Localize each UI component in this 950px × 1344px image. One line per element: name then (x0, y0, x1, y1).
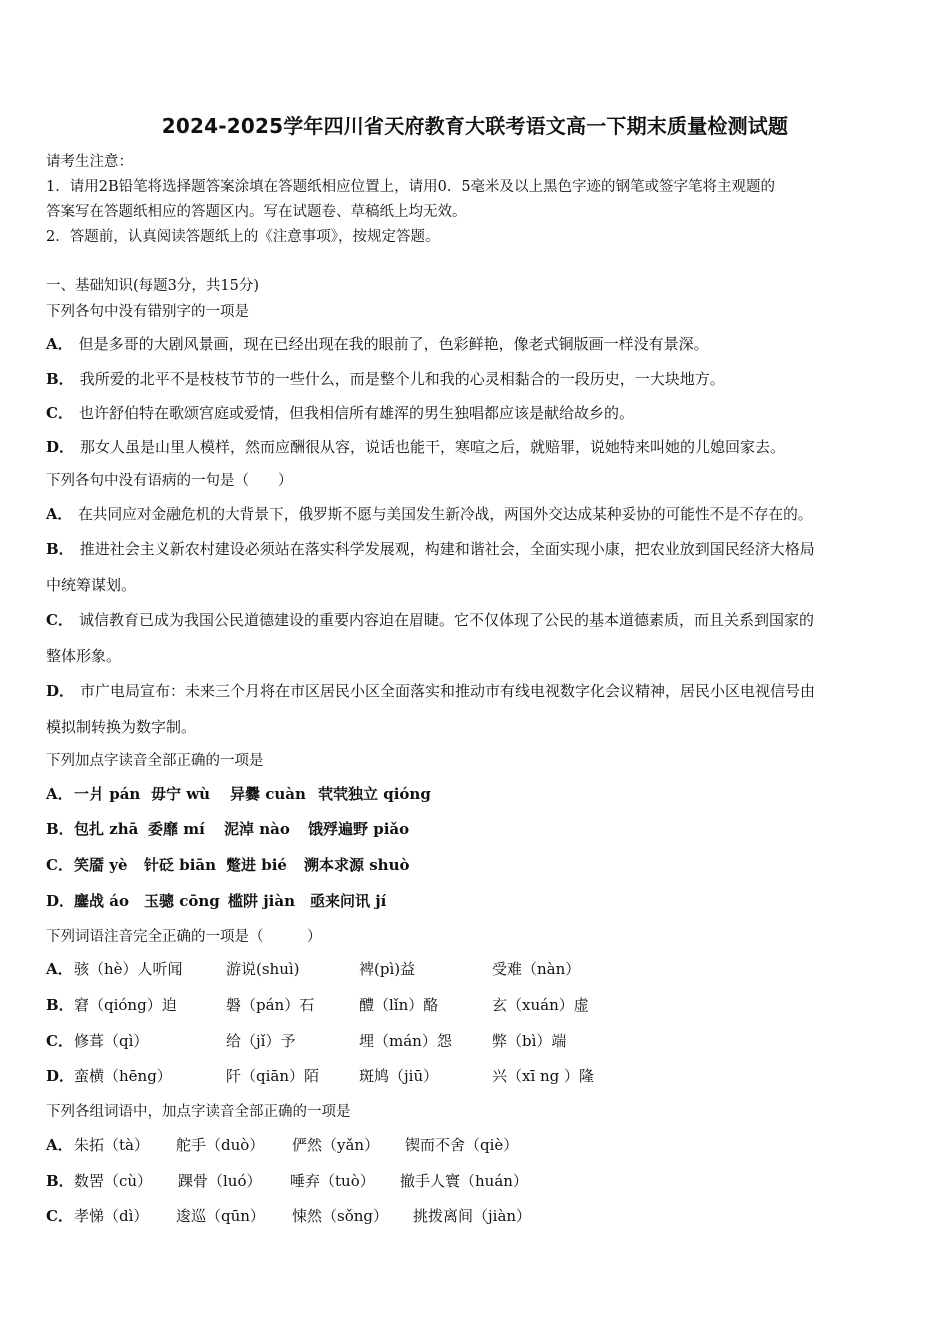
option-item: 泥淖 nào (224, 820, 290, 838)
q5-stem: 下列各组词语中，加点字读音全部正确的一项是 (46, 1104, 351, 1120)
option-item: 磐（pán）石 (226, 996, 315, 1014)
option-item: 悚然（sǒng） (292, 1207, 388, 1225)
option-label: C． (46, 1207, 73, 1225)
option-item: 玉骢 cōng (144, 892, 220, 910)
option-item: 给（jǐ）予 (226, 1032, 296, 1050)
option-item: 锲而不舍（qiè） (405, 1136, 519, 1154)
q2-option-d (46, 681, 815, 701)
q1-stem: 下列各句中没有错别字的一项是 (46, 304, 249, 320)
q4-option-c (46, 1031, 926, 1051)
option-item: 针砭 biān (144, 856, 217, 874)
q1-option-c (46, 403, 634, 423)
option-item: 骇（hè）人听闻 (74, 960, 183, 978)
q5-option-c (46, 1206, 926, 1226)
option-label: B． (46, 996, 74, 1014)
option-text: 推进社会主义新农村建设必须站在落实科学发展观，构建和谐社会，全面实现小康，把农业放到国民经济大格局 (79, 540, 815, 558)
option-text: 诚信教育已成为我国公民道德建设的重要内容迫在眉睫。它不仅体现了公民的基本道德素质，而且关系到国家的 (78, 611, 814, 629)
option-item: 埋（mán）怨 (359, 1032, 452, 1050)
option-item: 阡（qiān）陌 (226, 1067, 320, 1085)
option-item: 亟来问讯 jí (310, 892, 387, 910)
option-item: 兴（xī ng ）隆 (492, 1067, 595, 1085)
q2-option-c (46, 610, 814, 630)
option-item: 玄（xuán）虚 (492, 996, 589, 1014)
option-item: 蹩进 bié (226, 856, 287, 874)
option-item: 鏖战 áo (74, 892, 129, 910)
q3-option-c (46, 855, 926, 875)
option-label: A． (46, 785, 73, 803)
option-item: 蛮横（hēng） (74, 1067, 172, 1085)
option-item: 醴（lǐn）酪 (359, 996, 439, 1014)
option-item: 饿殍遍野 piǎo (308, 820, 410, 838)
option-text: 市广电局宣布：未来三个月将在市区居民小区全面落实和推动市有线电视数字化会议精神，居民小区电视信号由 (80, 682, 816, 700)
q2-option-b (46, 539, 815, 559)
option-item: 茕茕独立 qióng (318, 785, 431, 803)
page-title: 2024-2025学年四川省天府教育大联考语文高一下期末质量检测试题 (161, 114, 789, 138)
option-label: A． (46, 335, 73, 353)
option-item: 受难（nàn） (492, 960, 581, 978)
q2-option-a (46, 505, 812, 525)
option-item: 毋宁 wù (151, 785, 211, 803)
option-text: 也许舒伯特在歌颂宫庭或爱情，但我相信所有雄浑的男生独唱都应该是献给故乡的。 (78, 404, 634, 422)
option-item: 修葺（qì） (74, 1032, 149, 1050)
option-item: 唾弃（tuò） (290, 1172, 375, 1190)
option-label: B． (46, 370, 74, 388)
option-item: 游说(shuì) (226, 960, 300, 978)
q4-stem: 下列词语注音完全正确的一项是（ ） (46, 929, 322, 945)
option-label: B． (46, 1172, 74, 1190)
option-item: 逡巡（qūn） (176, 1207, 265, 1225)
option-label: A． (46, 506, 73, 523)
q4-option-d (46, 1066, 926, 1086)
notice-item-1-line-2: 答案写在答题纸相应的答题区内。写在试题卷、草稿纸上均无效。 (46, 204, 467, 220)
section-heading: 一、基础知识(每题3分，共15分) (46, 278, 259, 294)
option-label: D． (46, 682, 75, 700)
notice-heading: 请考生注意： (46, 154, 133, 170)
option-text: 在共同应对金融危机的大背景下，俄罗斯不愿与美国发生新冷战，两国外交达成某种妥协的可能性不是不存在的。 (78, 506, 813, 523)
q2-option-d-continued: 模拟制转换为数字制。 (46, 718, 197, 736)
option-item: 包扎 zhā (74, 820, 139, 838)
notice-item-2: 2．答题前，认真阅读答题纸上的《注意事项》，按规定答题。 (46, 229, 440, 245)
q3-stem: 下列加点字读音全部正确的一项是 (46, 753, 264, 769)
option-item: 裨(pì)益 (359, 960, 416, 978)
option-item: 斑鸠（jiū） (359, 1067, 439, 1085)
q4-option-a (46, 959, 926, 979)
option-item: 异爨 cuàn (230, 785, 306, 803)
q3-option-b (46, 819, 926, 839)
q5-option-b (46, 1171, 926, 1191)
option-label: B． (46, 540, 74, 558)
q3-option-a (46, 784, 926, 804)
option-label: A． (46, 1136, 73, 1154)
option-label: D． (46, 438, 75, 456)
q2-option-b-continued: 中统筹谋划。 (46, 576, 137, 594)
option-item: 踝骨（luó） (178, 1172, 262, 1190)
option-item: 笑靥 yè (74, 856, 128, 874)
option-text: 但是多哥的大剧风景画，现在已经出现在我的眼前了，色彩鲜艳，像老式铜版画一样没有景深。 (78, 335, 709, 353)
option-item: 俨然（yǎn） (292, 1136, 380, 1154)
q1-option-b (46, 369, 725, 389)
option-item: 撤手人寰（huán） (400, 1172, 528, 1190)
q2-option-c-continued: 整体形象。 (46, 647, 122, 665)
q3-option-d (46, 891, 926, 911)
option-item: 溯本求源 shuò (304, 856, 410, 874)
option-item: 委靡 mí (148, 820, 205, 838)
q2-stem: 下列各句中没有语病的一句是（ ） (46, 473, 293, 489)
option-item: 朱拓（tà） (74, 1136, 149, 1154)
option-item: 窘（qióng）迫 (74, 996, 177, 1014)
notice-item-1-line-1: 1．请用2B铅笔将选择题答案涂填在答题纸相应位置上，请用0．5毫米及以上黑色字迹的钢笔或签字笔将主观题的 (46, 179, 776, 195)
option-label: C． (46, 856, 73, 874)
q4-option-b (46, 995, 926, 1015)
option-item: 孝悌（dì） (74, 1207, 149, 1225)
q1-option-a (46, 334, 709, 354)
option-item: 舵手（duò） (176, 1136, 265, 1154)
option-text: 那女人虽是山里人模样，然而应酬很从容，说话也能干，寒喧之后，就赔罪，说她特来叫她的儿媳回家去。 (80, 438, 786, 456)
option-label: A． (46, 960, 73, 978)
q5-option-a (46, 1135, 926, 1155)
option-label: C． (46, 1032, 73, 1050)
q1-option-d (46, 437, 785, 457)
option-item: 一爿 pán (74, 785, 141, 803)
option-label: B． (46, 820, 74, 838)
option-label: C． (46, 404, 73, 422)
option-item: 槛阱 jiàn (228, 892, 295, 910)
option-text: 我所爱的北平不是枝枝节节的一些什么，而是整个儿和我的心灵相黏合的一段历史，一大块地方。 (79, 370, 725, 388)
option-item: 挑拨离间（jiàn） (413, 1207, 532, 1225)
option-item: 数罟（cù） (74, 1172, 153, 1190)
option-label: C． (46, 611, 73, 629)
option-label: D． (46, 892, 75, 910)
option-label: D． (46, 1067, 75, 1085)
option-item: 弊（bì）端 (492, 1032, 567, 1050)
